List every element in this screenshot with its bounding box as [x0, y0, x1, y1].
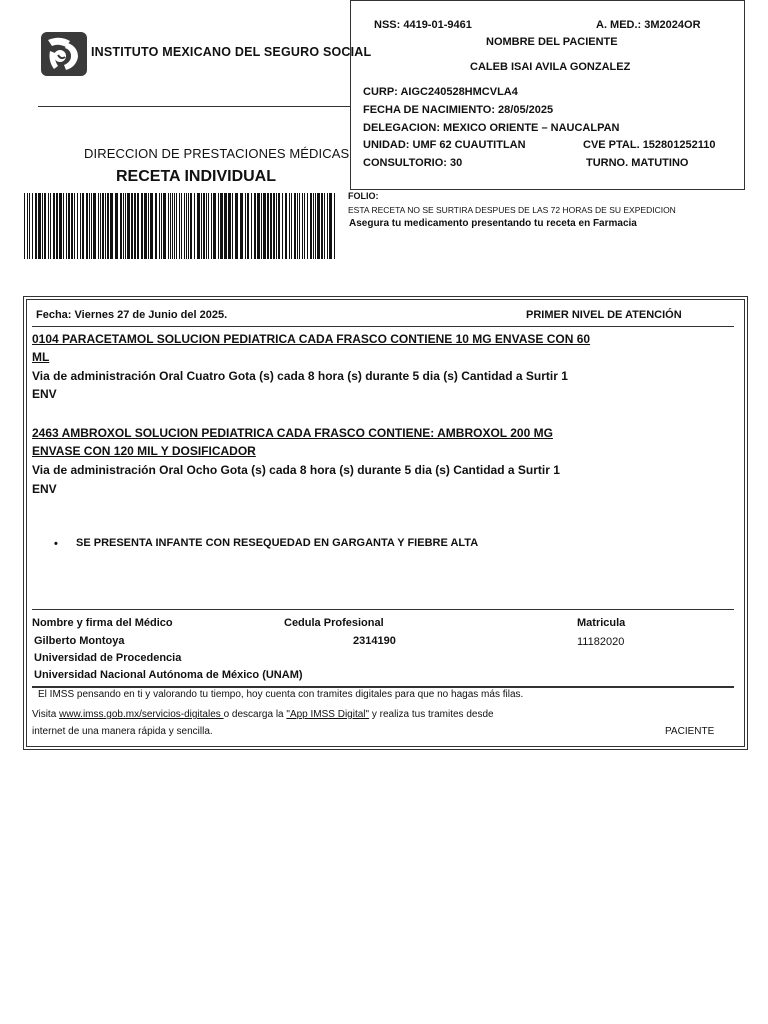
footer-visit-text: Visita: [32, 709, 60, 720]
medication-2-name-line2: ENVASE CON 120 MIL Y DOSIFICADOR: [32, 444, 256, 458]
date-divider: [32, 326, 734, 327]
folio-label: FOLIO:: [348, 191, 379, 201]
imss-app-link[interactable]: "App IMSS Digital": [286, 709, 370, 720]
imss-logo: [40, 31, 88, 77]
care-level: PRIMER NIVEL DE ATENCIÓN: [526, 309, 682, 321]
license-label: Cedula Profesional: [284, 617, 384, 629]
nss: NSS: 4419-01-9461: [374, 19, 472, 31]
doctor-name-label: Nombre y firma del Médico: [32, 617, 173, 629]
prescription-date: Fecha: Viernes 27 de Junio del 2025.: [36, 309, 228, 321]
curp: CURP: AIGC240528HMCVLA4: [363, 86, 518, 98]
delegacion: DELEGACION: MEXICO ORIENTE – NAUCALPAN: [363, 122, 620, 134]
birth-date: FECHA DE NACIMIENTO: 28/05/2025: [363, 104, 554, 116]
medication-2-name-line1: 2463 AMBROXOL SOLUCION PEDIATRICA CADA FRASCO CONTIENE: AMBROXOL 200 MG: [32, 426, 553, 440]
patient-name-label: NOMBRE DEL PACIENTE: [486, 36, 618, 48]
footer-procedures-text: y realiza tus tramites desde: [369, 709, 494, 720]
matricula-number: 11182020: [577, 636, 625, 648]
medication-1-dose-line1: Via de administración Oral Cuatro Gota (s) cada 8 hora (s) durante 5 dia (s) Cantidad a Surtir 1: [32, 369, 568, 383]
imss-digital-services-link[interactable]: www.imss.gob.mx/servicios-digitales: [59, 709, 224, 720]
header-divider: [38, 106, 350, 107]
footer-line3: internet de una manera rápida y sencilla.: [32, 726, 213, 737]
consultorio: CONSULTORIO: 30: [363, 157, 463, 169]
footer-line2: [32, 709, 494, 720]
document-title: RECETA INDIVIDUAL: [116, 168, 276, 185]
expiry-notice: ESTA RECETA NO SE SURTIRA DESPUES DE LAS 72 HORAS DE SU EXPEDICION: [348, 205, 676, 215]
a-med: A. MED.: 3M2024OR: [596, 19, 701, 31]
bullet-icon: •: [54, 538, 58, 550]
doctor-divider: [32, 609, 734, 610]
turno: TURNO. MATUTINO: [586, 157, 689, 169]
medication-2-dose-line1: Via de administración Oral Ocho Gota (s) cada 8 hora (s) durante 5 dia (s) Cantidad a Surtir 1: [32, 463, 560, 477]
matricula-label: Matricula: [577, 617, 626, 629]
university-name: Universidad Nacional Autónoma de México (UNAM): [34, 669, 303, 681]
cve-ptal: CVE PTAL. 152801252110: [583, 139, 716, 151]
institution-name: INSTITUTO MEXICANO DEL SEGURO SOCIAL: [91, 45, 372, 59]
pharmacy-notice: Asegura tu medicamento presentando tu receta en Farmacia: [349, 218, 637, 229]
footer-download-text: o descarga la: [223, 709, 287, 720]
direction-title: DIRECCION DE PRESTACIONES MÉDICAS: [84, 146, 350, 161]
doctor-name: Gilberto Montoya: [34, 635, 125, 647]
copy-label: PACIENTE: [665, 726, 715, 737]
university-label: Universidad de Procedencia: [34, 652, 182, 664]
barcode: [24, 193, 338, 259]
medication-1-name-line2: ML: [32, 350, 50, 364]
footer-divider: [32, 686, 734, 688]
license-number: 2314190: [353, 635, 396, 647]
footer-line1: El IMSS pensando en ti y valorando tu tiempo, hoy cuenta con tramites digitales para que no hagas más filas.: [38, 689, 524, 700]
unidad: UNIDAD: UMF 62 CUAUTITLAN: [363, 139, 526, 151]
medication-1-name-line1: 0104 PARACETAMOL SOLUCION PEDIATRICA CADA FRASCO CONTIENE 10 MG ENVASE CON 60: [32, 332, 591, 346]
patient-name: CALEB ISAI AVILA GONZALEZ: [470, 61, 631, 73]
medication-2-dose-line2: ENV: [32, 482, 57, 496]
medication-1-dose-line2: ENV: [32, 387, 57, 401]
clinical-observation: SE PRESENTA INFANTE CON RESEQUEDAD EN GARGANTA Y FIEBRE ALTA: [76, 537, 479, 549]
